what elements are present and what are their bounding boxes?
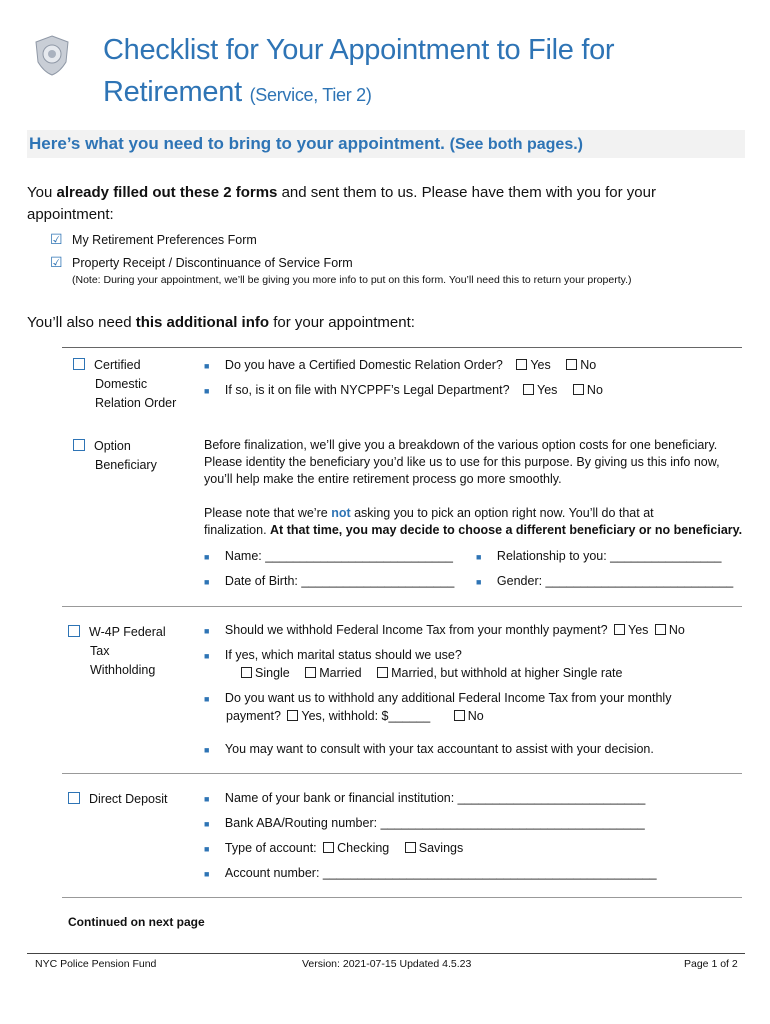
direct-deposit-label [68,791,168,808]
no-checkbox[interactable] [566,359,577,370]
additional-info-heading [27,312,415,333]
label-line: Tax [90,644,110,658]
page-title-suffix: (Service, Tier 2) [249,85,372,105]
bullet-icon: ■ [204,577,210,587]
additional-yes-label: Yes, withhold: $______ [301,709,431,723]
no-checkbox[interactable] [573,384,584,395]
paragraph-part: Please note that we’re [204,506,328,520]
field-label: Bank ABA/Routing number: ______________________________________ [224,816,645,830]
beneficiary-relationship-field[interactable] [476,548,721,566]
form-label: My Retirement Preferences Form [72,233,257,247]
note-text: You may want to consult with your tax accountant to assist with your decision. [224,742,654,756]
label-line: W-4P Federal [89,625,166,639]
account-type-field [204,840,463,858]
page-title-line1: Checklist for Your Appointment to File for [103,34,615,66]
option-paragraph-2 [204,505,742,539]
checking-checkbox[interactable] [323,842,334,853]
married-checkbox[interactable] [305,667,316,678]
bullet-icon: ■ [204,794,210,804]
savings-label: Savings [418,841,464,855]
table-divider [62,897,742,898]
form-note: (Note: During your appointment, we’ll be giving you more info to put on this form. You’ll need this to return your property.) [72,274,632,286]
footer-org: NYC Police Pension Fund [35,958,157,970]
paragraph-part: asking you to pick an option right now. You’ll do that at [354,506,654,520]
intro-line2: appointment: [27,206,114,223]
w4p-question-2 [204,647,462,665]
form-item-preferences [50,231,257,249]
question-text: Should we withhold Federal Income Tax from your monthly payment? [224,623,608,637]
bullet-icon: ■ [476,552,482,562]
marital-status-options [241,665,622,682]
label-line: Direct Deposit [89,792,168,806]
routing-number-field[interactable] [204,815,645,833]
additional-bold: this additional info [135,314,270,331]
yes-checkbox[interactable] [523,384,534,395]
label-line: Certified [94,358,141,372]
yes-label: Yes [537,383,558,397]
additional-no-label: No [467,709,484,723]
label-line: Beneficiary [95,458,157,472]
section-banner [27,130,745,158]
table-divider [62,606,742,607]
w4p-question-3-options [226,708,484,725]
cdro-question-2 [204,382,603,400]
label-line: Option [94,439,131,453]
field-label: Relationship to you: ________________ [496,549,722,563]
question-text: Do you have a Certified Domestic Relation Order? [224,358,503,372]
continued-note: Continued on next page [68,915,205,929]
bullet-icon: ■ [204,651,210,661]
field-label: Type of account: [224,841,317,855]
intro-pre: You [27,184,53,201]
cdro-label [73,357,176,412]
single-label: Single [255,666,290,680]
option-beneficiary-label [73,438,157,474]
beneficiary-gender-field[interactable] [476,573,733,591]
question-text: If yes, which marital status should we use? [224,648,462,662]
additional-no-checkbox[interactable] [454,710,465,721]
paragraph-bold: At that time, you may decide to choose a different beneficiary or no beneficiary. [270,523,743,537]
checking-label: Checking [337,841,390,855]
label-line: Domestic [95,377,148,391]
bullet-icon: ■ [204,552,210,562]
no-label: No [668,623,685,637]
label-line: Withholding [90,663,156,677]
label-line: Relation Order [95,396,177,410]
bullet-icon: ■ [204,626,210,636]
field-label: Account number: ________________________________________________ [224,866,657,880]
married-label: Married [319,666,362,680]
table-top-line [62,347,742,348]
form-label: Property Receipt / Discontinuance of Service Form [72,256,353,270]
no-checkbox[interactable] [655,624,666,635]
paragraph-part: finalization. [204,523,267,537]
paragraph-line: Please identity the beneficiary you’d like us to use for this purpose. By giving us this info now, [204,455,720,469]
additional-pre: You’ll also need [27,314,132,331]
married-single-label: Married, but withhold at higher Single rate [391,666,623,680]
field-label: Date of Birth: ______________________ [224,574,455,588]
cdro-question-1 [204,357,596,375]
bullet-icon: ■ [204,844,210,854]
yes-checkbox[interactable] [516,359,527,370]
bank-name-field[interactable] [204,790,645,808]
checkbox-icon[interactable] [73,358,85,370]
beneficiary-dob-field[interactable] [204,573,454,591]
single-checkbox[interactable] [241,667,252,678]
married-single-rate-checkbox[interactable] [377,667,388,678]
nycppf-seal-logo [33,34,71,76]
yes-checkbox[interactable] [614,624,625,635]
paragraph-line: you’ll help make the entire retirement process go more smoothly. [204,472,562,486]
form-item-property [50,254,353,272]
page-title-retirement: Retirement [103,76,242,108]
w4p-label [68,624,166,679]
paragraph-line: Before finalization, we’ll give you a breakdown of the various option costs for one beneficiary. [204,438,718,452]
intro-post: and sent them to us. Please have them with you for your [281,184,656,201]
question-text: Do you want us to withhold any additional Federal Income Tax from your monthly [224,691,672,705]
question-text: payment? [226,709,281,723]
bullet-icon: ■ [476,577,482,587]
page-title-line2 [103,73,372,114]
bullet-icon: ■ [204,745,210,755]
intro-bold: already filled out these 2 forms [56,184,278,201]
field-label: Name of your bank or financial institution: ___________________________ [224,791,646,805]
bullet-icon: ■ [204,386,210,396]
checkbox-icon[interactable] [68,792,80,804]
not-emphasis: not [331,506,351,520]
yes-label: Yes [628,623,649,637]
bullet-icon: ■ [204,694,210,704]
banner-sub: (See both pages.) [449,136,583,153]
footer-version: Version: 2021-07-15 Updated 4.5.23 [302,958,472,970]
yes-label: Yes [530,358,551,372]
question-text: If so, is it on file with NYCPPF’s Legal Department? [224,383,510,397]
no-label: No [586,383,603,397]
field-label: Name: ___________________________ [224,549,453,563]
w4p-question-3 [204,690,671,708]
checked-box-icon: ☑ [50,231,63,247]
beneficiary-name-field[interactable] [204,548,453,566]
table-divider [62,773,742,774]
banner-main: Here’s what you need to bring to your appointment. [29,134,445,153]
field-label: Gender: ___________________________ [496,574,734,588]
checked-box-icon: ☑ [50,254,63,270]
additional-yes-checkbox[interactable] [287,710,298,721]
savings-checkbox[interactable] [405,842,416,853]
bullet-icon: ■ [204,819,210,829]
additional-post: for your appointment: [273,314,415,331]
w4p-note [204,741,654,759]
account-number-field[interactable] [204,865,657,883]
bullet-icon: ■ [204,361,210,371]
no-label: No [580,358,597,372]
bullet-icon: ■ [204,869,210,879]
footer-page-number: Page 1 of 2 [684,958,738,970]
checkbox-icon[interactable] [73,439,85,451]
checkbox-icon[interactable] [68,625,80,637]
option-paragraph-1 [204,437,720,488]
footer-line [27,953,745,954]
w4p-question-1 [204,622,685,640]
intro-text [27,182,656,203]
